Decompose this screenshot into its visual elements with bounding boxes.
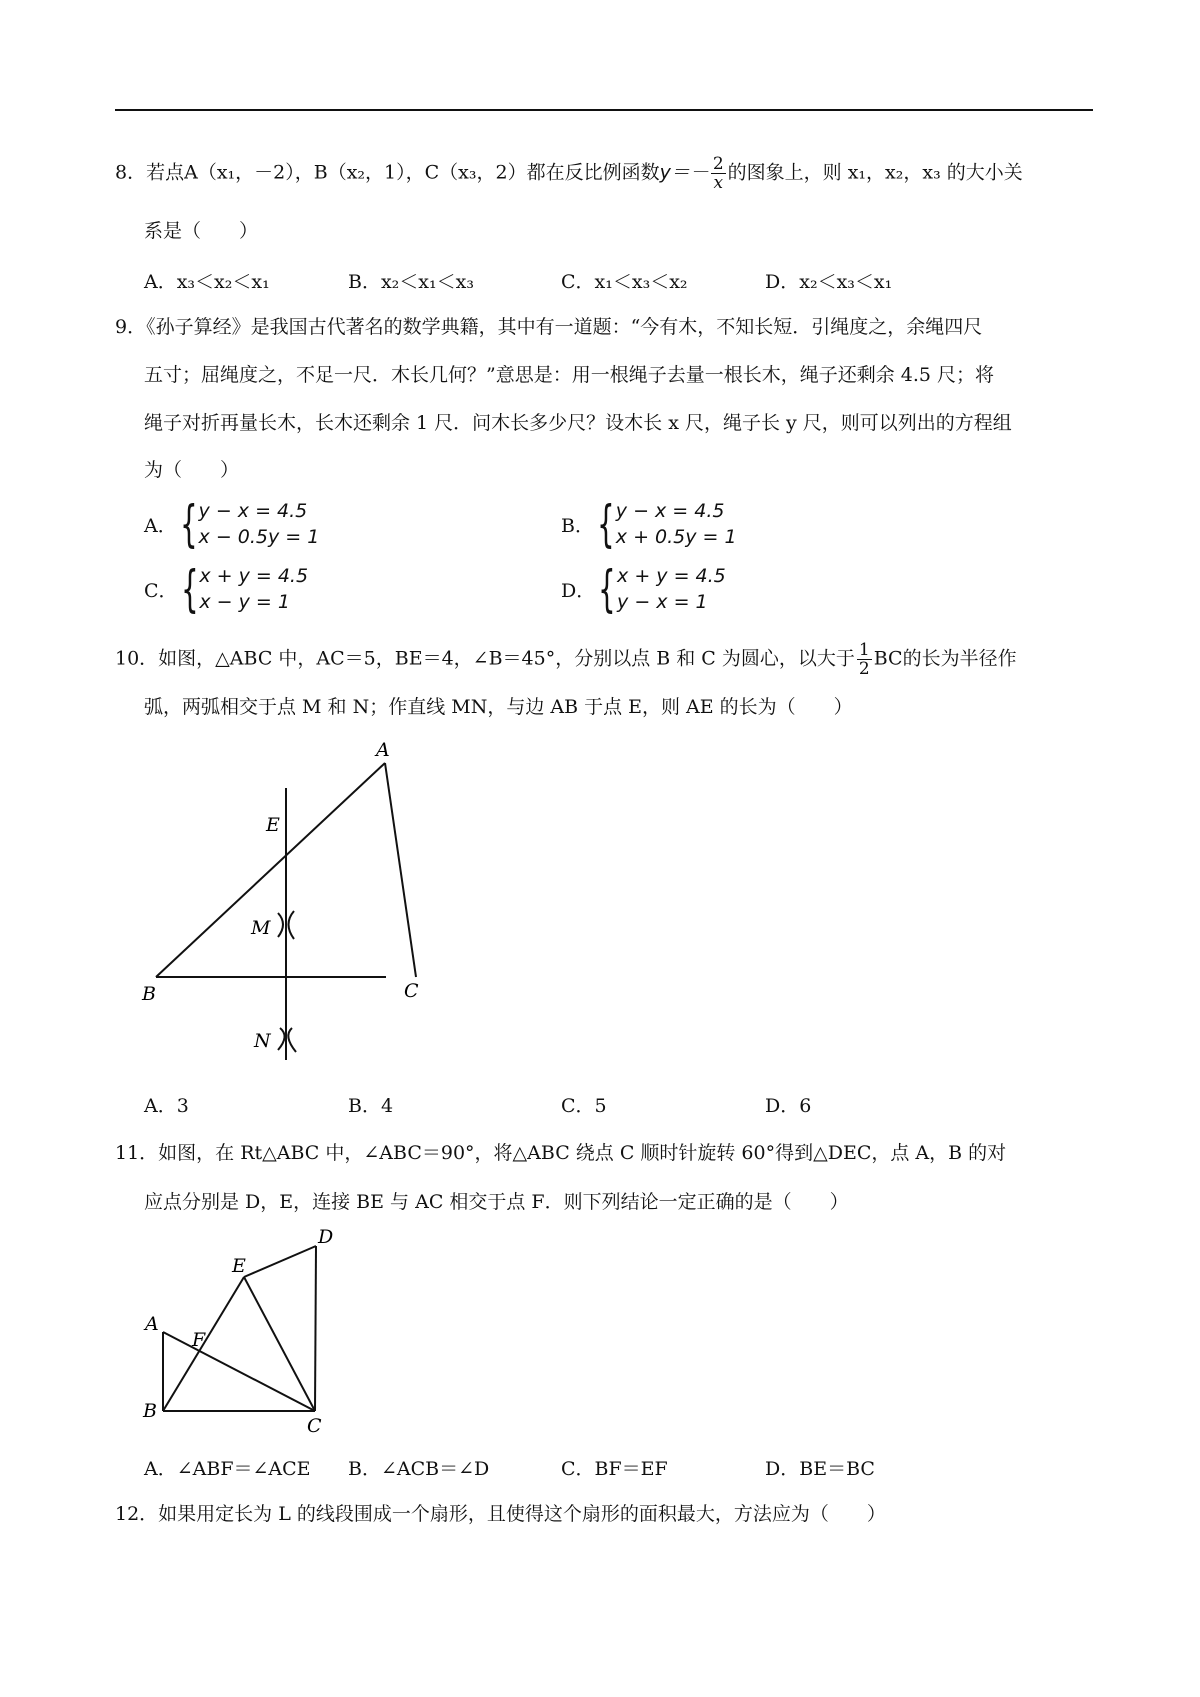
q9-option-b-eq1: y − x = 4.5 <box>615 500 725 522</box>
label-n: N <box>254 1030 271 1052</box>
label-d: D <box>318 1226 334 1248</box>
segment-dc <box>315 1246 316 1411</box>
arc-m-left <box>278 913 283 937</box>
q9-option-c-eq2: x − y = 1 <box>199 591 290 613</box>
label-f: F <box>192 1329 206 1351</box>
label-b: B <box>143 1400 157 1422</box>
label-c: C <box>307 1415 322 1435</box>
q9-option-a-eq2: x − 0.5y = 1 <box>198 526 320 548</box>
q10-line1 <box>115 641 1017 678</box>
segment-ac <box>385 763 416 977</box>
q9-line1: 9．《孙子算经》是我国古代著名的数学典籍，其中有一道题：“今有木，不知长短．引绳度之，余绳四尺 <box>115 316 983 338</box>
segment-ed <box>244 1246 316 1277</box>
q9-line3: 绳子对折再量长木，长木还剩余 1 尺．问木长多少尺？设木长 x 尺，绳子长 y 尺，则可以列出的方程组 <box>144 412 1012 434</box>
q10-option-b[interactable]: B．4 <box>348 1095 394 1117</box>
q9-option-d-eq2: y − x = 1 <box>617 591 708 613</box>
q10-option-d[interactable]: D．6 <box>765 1095 812 1117</box>
q11-option-a[interactable]: A．∠ABF＝∠ACE <box>144 1458 311 1480</box>
q8-line1 <box>115 155 1023 192</box>
q9-option-b-label: B． <box>561 514 594 537</box>
q11-figure <box>135 1225 355 1435</box>
label-b: B <box>142 983 156 1005</box>
q8-function: y＝－ <box>659 161 709 184</box>
q8-option-a[interactable]: A．x₃＜x₂＜x₁ <box>144 271 270 293</box>
label-a: A <box>145 1313 159 1335</box>
q10-option-c[interactable]: C．5 <box>561 1095 607 1117</box>
header-rule <box>115 109 1093 111</box>
arc-n-right <box>288 1028 296 1052</box>
q9-option-d[interactable] <box>561 560 726 618</box>
q8-option-c[interactable]: C．x₁＜x₃＜x₂ <box>561 271 688 293</box>
q9-option-d-eq1: x + y = 4.5 <box>617 565 726 587</box>
q8-text-b: A（x₁，－2），B（x₂，1），C（x₃，2）都在反比例函数 <box>184 161 660 184</box>
label-e: E <box>266 814 280 836</box>
q11-option-d[interactable]: D．BE＝BC <box>765 1458 875 1480</box>
q9-option-c[interactable] <box>144 560 309 618</box>
q9-option-b[interactable] <box>561 495 737 553</box>
q9-option-c-label: C． <box>144 579 178 602</box>
q10-fraction <box>857 641 872 678</box>
q8-option-d[interactable]: D．x₂＜x₃＜x₁ <box>765 271 893 293</box>
q10-option-a[interactable]: A．3 <box>144 1095 189 1117</box>
q10-figure <box>140 730 440 1070</box>
q11-line1: 11．如图，在 Rt△ABC 中，∠ABC＝90°，将△ABC 绕点 C 顺时针旋转 60°得到△DEC，点 A，B 的对 <box>115 1142 1007 1164</box>
q8-frac-num: 2 <box>712 154 724 174</box>
label-c: C <box>404 980 419 1002</box>
arc-m-right <box>289 911 295 939</box>
label-m: M <box>251 917 271 939</box>
q8-text-a: 8．若点 <box>115 161 185 184</box>
q11-option-b[interactable]: B．∠ACB＝∠D <box>348 1458 490 1480</box>
q11-line2: 应点分别是 D，E，连接 BE 与 AC 相交于点 F．则下列结论一定正确的是（ ） <box>144 1191 849 1213</box>
q10-frac-num: 1 <box>858 640 870 660</box>
segment-ec <box>244 1277 315 1411</box>
label-e: E <box>232 1255 246 1277</box>
q9-line2: 五寸；屈绳度之，不足一尺．木长几何？”意思是：用一根绳子去量一根长木，绳子还剩余 4.5 尺；将 <box>144 364 995 386</box>
brace-icon: { <box>597 495 615 553</box>
q11-option-c[interactable]: C．BF＝EF <box>561 1458 668 1480</box>
brace-icon: { <box>180 560 199 618</box>
segment-ab <box>156 763 385 977</box>
q10-text-b: BC的长为半径作 <box>873 647 1017 670</box>
q9-line4: 为（ ） <box>144 459 240 481</box>
q12-line1: 12．如果用定长为 L 的线段围成一个扇形，且使得这个扇形的面积最大，方法应为（ ） <box>115 1503 886 1525</box>
q8-line2: 系是（ ） <box>144 220 259 242</box>
q8-fraction <box>711 155 726 192</box>
brace-icon: { <box>179 495 198 553</box>
q10-frac-den: 2 <box>858 659 870 679</box>
q8-option-b[interactable]: B．x₂＜x₁＜x₃ <box>348 271 474 293</box>
q9-option-b-eq2: x + 0.5y = 1 <box>615 526 737 548</box>
label-a: A <box>376 739 390 761</box>
q9-option-c-eq1: x + y = 4.5 <box>199 565 309 587</box>
q9-option-d-label: D． <box>561 579 596 602</box>
brace-icon: { <box>598 560 616 618</box>
arc-n-left <box>278 1028 285 1050</box>
q10-text-a: 10．如图，△ABC 中，AC＝5，BE＝4，∠B＝45°，分别以点 B 和 C 为圆心，以大于 <box>115 647 855 670</box>
q9-option-a-eq1: y − x = 4.5 <box>198 500 308 522</box>
q9-option-a-label: A． <box>144 514 177 537</box>
q8-frac-den: x <box>713 173 724 193</box>
q9-option-a[interactable] <box>144 495 320 553</box>
q10-line2: 弧，两弧相交于点 M 和 N；作直线 MN，与边 AB 于点 E，则 AE 的长为（ ） <box>144 696 853 718</box>
q8-text-c: 的图象上，则 x₁，x₂，x₃ 的大小关 <box>727 161 1023 184</box>
